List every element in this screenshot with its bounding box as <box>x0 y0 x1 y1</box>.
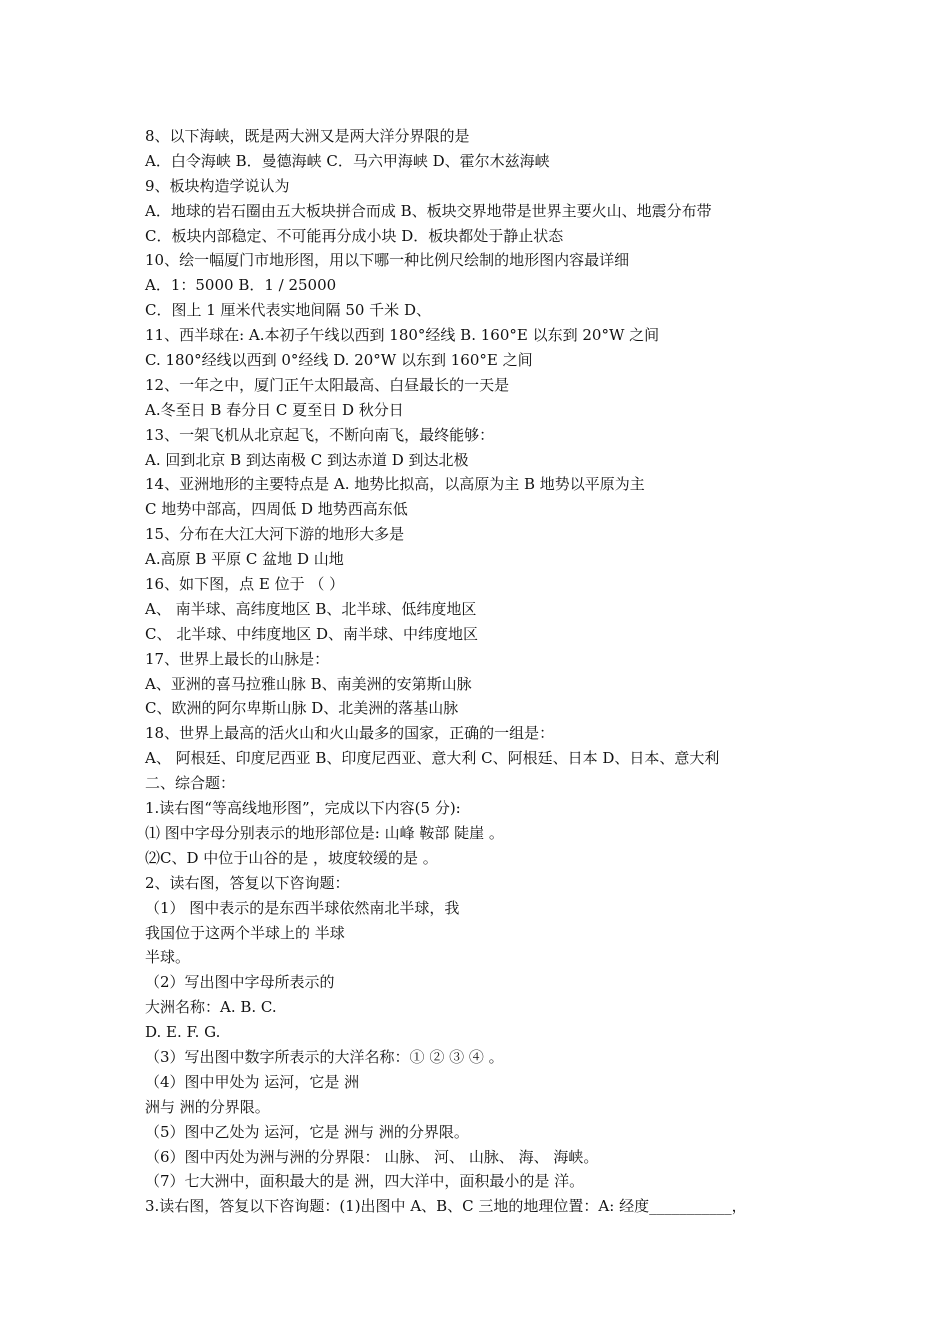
question-10-stem: 10、绘一幅厦门市地形图，用以下哪一种比例尺绘制的地形图内容最详细 <box>145 251 630 270</box>
question-15-stem: 15、分布在大江大河下游的地形大多是 <box>145 525 405 544</box>
question-11-options-cd: C. 180°经线以西到 0°经线 D. 20°W 以东到 160°E 之间 <box>145 351 533 370</box>
section-2-heading: 二、综合题： <box>145 774 236 793</box>
comprehensive-2-part-5: （5）图中乙处为 运河，它是 洲与 洲的分界限。 <box>145 1122 469 1141</box>
question-17-options-cd: C、欧洲的阿尔卑斯山脉 D、北美洲的落基山脉 <box>145 699 459 718</box>
question-9-options-ab: A．地球的岩石圈由五大板块拼合而成 B、板块交界地带是世界主要火山、地震分布带 <box>145 201 712 220</box>
question-14-stem: 14、亚洲地形的主要特点是 A. 地势比拟高，以高原为主 B 地势以平原为主 <box>145 475 645 494</box>
question-8-options: A．白令海峡 B．曼德海峡 C．马六甲海峡 D、霍尔木兹海峡 <box>145 151 550 170</box>
comprehensive-2-part-4b: 洲与 洲的分界限。 <box>145 1097 270 1116</box>
comprehensive-2-part-6: （6）图中丙处为洲与洲的分界限： 山脉、 河、 山脉、 海、 海峡。 <box>145 1147 599 1166</box>
comprehensive-1-part-2: ⑵C、D 中位于山谷的是 ，坡度较缓的是 。 <box>145 848 438 867</box>
question-9-options-cd: C．板块内部稳定、不可能再分成小块 D．板块都处于静止状态 <box>145 226 564 245</box>
comprehensive-2-part-1b: 我国位于这两个半球上的 半球 <box>145 923 345 942</box>
question-13-options: A. 回到北京 B 到达南极 C 到达赤道 D 到达北极 <box>145 450 469 469</box>
comprehensive-2-part-4a: （4）图中甲处为 运河，它是 洲 <box>145 1072 360 1091</box>
question-11-stem: 11、西半球在: A.本初子午线以西到 180°经线 B. 160°E 以东到 20°W 之间 <box>145 326 660 345</box>
question-18-options: A、 阿根廷、印度尼西亚 B、印度尼西亚、意大利 C、阿根廷、日本 D、日本、意大利 <box>145 749 720 768</box>
comprehensive-2-part-1a: （1） 图中表示的是东西半球依然南北半球，我 <box>145 898 460 917</box>
comprehensive-2-part-1c: 半球。 <box>145 948 191 967</box>
question-8-stem: 8、以下海峡，既是两大洲又是两大洋分界限的是 <box>145 127 470 145</box>
question-18-stem: 18、世界上最高的活火山和火山最多的国家，正确的一组是： <box>145 724 555 743</box>
comprehensive-1-stem: 1.读右图“等高线地形图”，完成以下内容(5 分): <box>145 799 461 818</box>
comprehensive-3-stem: 3.读右图，答复以下咨询题：(1)出图中 A、B、C 三地的地理位置：A: 经度___________， <box>145 1197 747 1216</box>
comprehensive-2-stem: 2、读右图，答复以下咨询题： <box>145 873 350 892</box>
comprehensive-2-part-2a: （2）写出图中字母所表示的 <box>145 973 335 992</box>
question-17-stem: 17、世界上最长的山脉是： <box>145 649 330 668</box>
comprehensive-1-part-1: ⑴ 图中字母分别表示的地形部位是: 山峰 鞍部 陡崖 。 <box>145 823 504 842</box>
question-13-stem: 13、一架飞机从北京起飞，不断向南飞，最终能够： <box>145 425 495 444</box>
question-17-options-ab: A、亚洲的喜马拉雅山脉 B、南美洲的安第斯山脉 <box>145 674 472 693</box>
question-9-stem: 9、板块构造学说认为 <box>145 176 290 195</box>
comprehensive-2-part-3: （3）写出图中数字所表示的大洋名称：① ② ③ ④ 。 <box>145 1047 504 1066</box>
question-10-options-ab: A．1：5000 B．1 / 25000 <box>145 276 337 295</box>
comprehensive-2-part-2b: 大洲名称：A. B. C. <box>145 998 277 1017</box>
question-16-stem: 16、如下图，点 E 位于 （ ） <box>145 575 345 594</box>
question-12-stem: 12、一年之中，厦门正午太阳最高、白昼最长的一天是 <box>145 375 510 394</box>
comprehensive-2-part-7: （7）七大洲中，面积最大的是 洲，四大洋中，面积最小的是 洋。 <box>145 1172 585 1191</box>
question-text-block <box>145 124 845 1219</box>
question-16-options-ab: A、 南半球、高纬度地区 B、北半球、低纬度地区 <box>145 599 477 618</box>
question-15-options: A.高原 B 平原 C 盆地 D 山地 <box>145 550 344 569</box>
question-16-options-cd: C、 北半球、中纬度地区 D、南半球、中纬度地区 <box>145 624 479 643</box>
question-10-options-cd: C．图上 1 厘米代表实地间隔 50 千米 D、 <box>145 301 431 320</box>
question-12-options: A.冬至日 B 春分日 C 夏至日 D 秋分日 <box>145 400 404 419</box>
question-14-options-cd: C 地势中部高，四周低 D 地势西高东低 <box>145 500 408 519</box>
comprehensive-2-part-2c: D. E. F. G. <box>145 1023 221 1042</box>
